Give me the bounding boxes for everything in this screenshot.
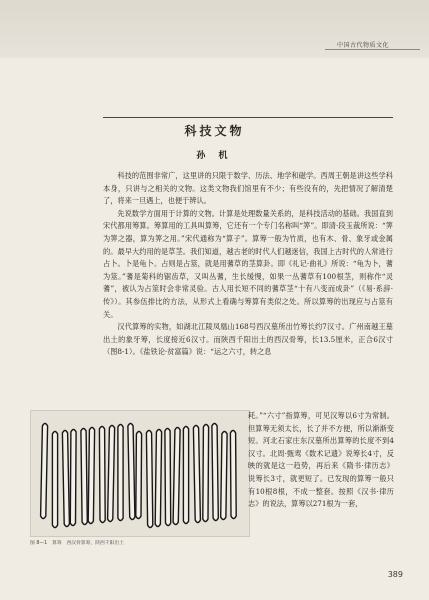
- counting-rod: [81, 429, 87, 525]
- counting-rod: [88, 428, 94, 524]
- paragraph: 科技的范围非常广，这里讲的只限于数学、历法、地学和磁学。西周王朝是讲这些学科本身，只讲与之相关的文物。这类文物我们馆里有不少；有些没有的，先把情况了解清楚了，将来一旦遇上，也便于辨认。: [103, 171, 393, 206]
- counting-rod: [146, 431, 152, 528]
- counting-rod: [203, 425, 209, 522]
- paragraph: 耗。”“六寸”指算筹，可见汉筹以6寸为常制。但算筹无须太长，长了并不方便，所以渐渐变短。河北石家庄东汉墓所出算筹的长度不到4汉寸。北周·甄鸾《数术记遗》说筹长4寸，反映的就是这一趋势，再后来《隋书·律历志》说筹长3寸，就更短了。已发现的算筹一般只有10根8根，不成一整套。按照《汉书·律历志》的说法，算筹以271根为一套，: [248, 411, 394, 509]
- paragraph: 先说数学方面用于计算的文物。计算是处理数量关系的，是科技活动的基础。我国直到宋代都用筹算。筹算用的工具叫算筹，它还有一个专门名称叫“筭”。即清·段玉裁所说：“筭为筭之器，算为筭之用。”宋代通称为“算子”。算筹一般为竹质，也有木、骨、象牙或金属的。最早大约用的是草茎。我们知道，越古老的时代人们越迷信，我国上古时代的人常进行占卜。卜是龟卜。占则是占筮，就是用蓍草的茎算卦。即《礼记·曲礼》所说：“龟为卜，蓍为筮。”蓍是菊科的锯齿草，又叫丛蓍，生长缓慢，如果一丛蓍草有100根茎，则称作“灵蓍”，被认为占筮时会非常灵验。古人用长短不同的蓍草茎“十有八变而成卦”（《易·系辞·传》）。其参伍排比的方法，从形式上看确与筹算有类似之处。所以算筹的出现应与占筮有关。: [103, 208, 393, 319]
- counting-rod: [70, 430, 76, 526]
- article-author: 孙 机: [196, 151, 233, 161]
- counting-rod: [221, 432, 227, 520]
- counting-rod: [173, 428, 180, 525]
- counting-rod: [108, 426, 115, 522]
- counting-rod: [212, 424, 218, 521]
- counting-rod: [41, 424, 48, 519]
- title-rule: [103, 117, 393, 118]
- counting-rod: [230, 431, 236, 519]
- counting-rod: [99, 427, 105, 523]
- article-title: 科技文物: [184, 124, 245, 138]
- counting-rod: [62, 431, 69, 527]
- counting-rod: [52, 432, 57, 528]
- figure-caption: 图 8—1 算筹 西汉骨算筹，陕西千阳出土: [30, 541, 124, 546]
- counting-rods-image: [31, 411, 249, 536]
- counting-rod: [136, 432, 142, 519]
- article-body: [103, 170, 393, 359]
- counting-rod: [183, 427, 188, 524]
- article-body-right-column: [248, 410, 394, 511]
- counting-rod: [155, 430, 161, 527]
- counting-rod: [118, 425, 123, 521]
- counting-rod: [193, 426, 200, 523]
- series-rule: [325, 49, 420, 50]
- page-number: 389: [387, 570, 403, 579]
- counting-rod: [128, 424, 135, 520]
- counting-rods-figure: [30, 410, 250, 537]
- series-title: 中国古代物质文化: [336, 42, 389, 49]
- counting-rod: [165, 429, 171, 526]
- paragraph: 汉代算筹的实物，如湖北江陵凤凰山168号西汉墓所出竹筹长约7汉寸。广州南越王墓出土的象牙筹，长度接近6汉寸。而陕西千阳出土的西汉骨筹，长13.5厘米，正合6汉寸（图8-1）。《盐铁论·贫富篇》说：“运之六寸，转之息: [103, 322, 393, 357]
